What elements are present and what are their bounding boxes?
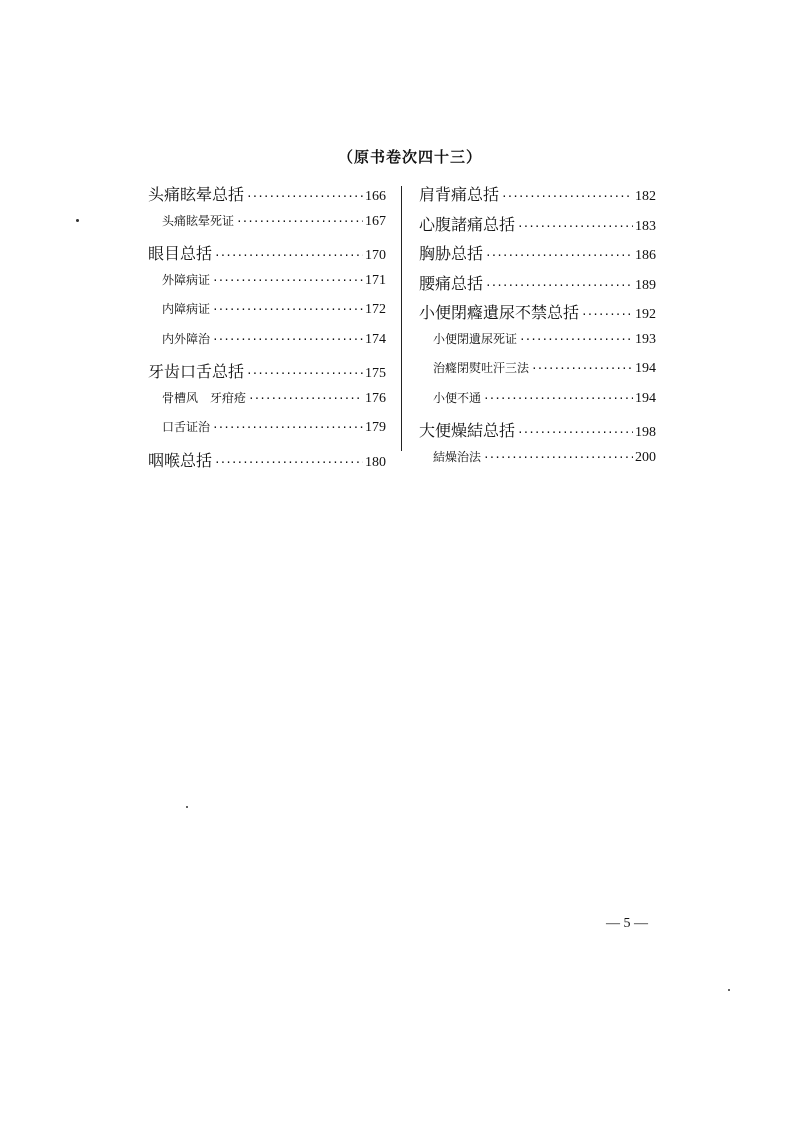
section-heading: （原书卷次四十三） (338, 148, 483, 166)
toc-entry-label: 内障病证 (162, 302, 211, 316)
toc-entry-label: 小便閉癃遺尿不禁总括 (419, 303, 580, 322)
dot-leader (236, 215, 363, 228)
dot-leader (483, 392, 633, 405)
toc-entry-label: 外障病证 (162, 272, 211, 287)
toc-entry-label: 牙齿口舌总括 (148, 362, 245, 381)
scan-speck (186, 806, 188, 808)
toc-subentry (419, 359, 656, 389)
toc-subentry (419, 389, 656, 419)
toc-entry-page: 186 (635, 248, 656, 263)
toc-entry-page: 174 (365, 331, 386, 347)
toc-entry-page: 200 (635, 449, 656, 465)
toc-entry-label: 小便閉遺尿死证 (433, 331, 518, 346)
toc-entry-label: 大便燥結总括 (419, 421, 516, 440)
toc-entry-page: 170 (365, 248, 386, 263)
dot-leader (519, 333, 633, 346)
toc-entry-page: 189 (635, 277, 656, 293)
scan-speck (728, 989, 730, 991)
toc-entry (148, 359, 386, 389)
toc-entry-label: 胸胁总括 (419, 244, 484, 263)
toc-entry (148, 448, 386, 478)
scan-speck (76, 219, 79, 222)
toc-subentry (419, 330, 656, 360)
toc-entry (148, 241, 386, 271)
toc-entry (419, 182, 656, 212)
dot-leader (212, 303, 363, 316)
dot-leader (246, 367, 363, 380)
toc-entry (419, 212, 656, 242)
toc-entry-page: 198 (635, 425, 656, 440)
toc-entry-label: 头痛眩晕死证 (162, 213, 235, 228)
toc-entry-label: 内外障治 (162, 331, 211, 346)
dot-leader (212, 274, 363, 287)
toc-entry-label: 口舌证治 (162, 420, 211, 434)
dot-leader (214, 249, 363, 262)
toc-entry-label: 骨槽风 牙疳疮 (162, 390, 247, 405)
dot-leader (485, 279, 633, 292)
toc-left-column (148, 182, 386, 477)
toc-entry-page: 180 (365, 454, 386, 470)
toc-entry-page: 194 (635, 390, 656, 406)
toc-subentry (148, 389, 386, 419)
toc-entry-label: 肩背痛总括 (419, 185, 500, 204)
toc-entry-page: 167 (365, 213, 386, 229)
dot-leader (483, 451, 633, 464)
dot-leader (212, 421, 363, 434)
dot-leader (517, 426, 633, 439)
toc-entry-page: 194 (635, 361, 656, 376)
toc-subentry (148, 271, 386, 301)
dot-leader (531, 362, 633, 375)
page-number: — 5 — (606, 916, 648, 931)
toc-entry-page: 172 (365, 302, 386, 317)
dot-leader (485, 249, 633, 262)
toc-entry-label: 結燥治法 (433, 449, 482, 464)
dot-leader (246, 190, 363, 203)
toc-entry-label: 咽喉总括 (148, 450, 213, 470)
toc-subentry (148, 418, 386, 448)
toc-entry (419, 418, 656, 448)
dot-leader (501, 190, 633, 203)
toc-entry-page: 179 (365, 420, 386, 435)
dot-leader (581, 308, 633, 321)
toc-entry-label: 腰痛总括 (419, 273, 484, 293)
toc-entry-page: 182 (635, 189, 656, 204)
toc-entry-label: 眼目总括 (148, 244, 213, 263)
dot-leader (248, 392, 363, 405)
dot-leader (214, 456, 363, 469)
toc-subentry (148, 212, 386, 242)
toc-entry-page: 193 (635, 331, 656, 347)
dot-leader (212, 333, 363, 346)
toc-subentry (419, 448, 656, 478)
column-divider (401, 186, 402, 451)
toc-entry-page: 183 (635, 218, 656, 234)
toc-entry (419, 241, 656, 271)
toc-right-column (419, 182, 656, 477)
toc-entry-page: 175 (365, 366, 386, 381)
toc-subentry (148, 300, 386, 330)
toc-entry-page: 176 (365, 390, 386, 406)
toc-entry-page: 166 (365, 189, 386, 204)
toc-entry-label: 治癃閉熨吐汗三法 (433, 361, 530, 375)
toc-entry (419, 271, 656, 301)
dot-leader (517, 220, 633, 233)
toc-entry-label: 小便不通 (433, 390, 482, 405)
toc-entry (148, 182, 386, 212)
toc-entry-label: 心腹諸痛总括 (419, 214, 516, 234)
toc-entry-label: 头痛眩晕总括 (148, 185, 245, 204)
toc-subentry (148, 330, 386, 360)
toc-entry (419, 300, 656, 330)
toc-entry-page: 192 (635, 307, 656, 322)
toc-entry-page: 171 (365, 272, 386, 288)
